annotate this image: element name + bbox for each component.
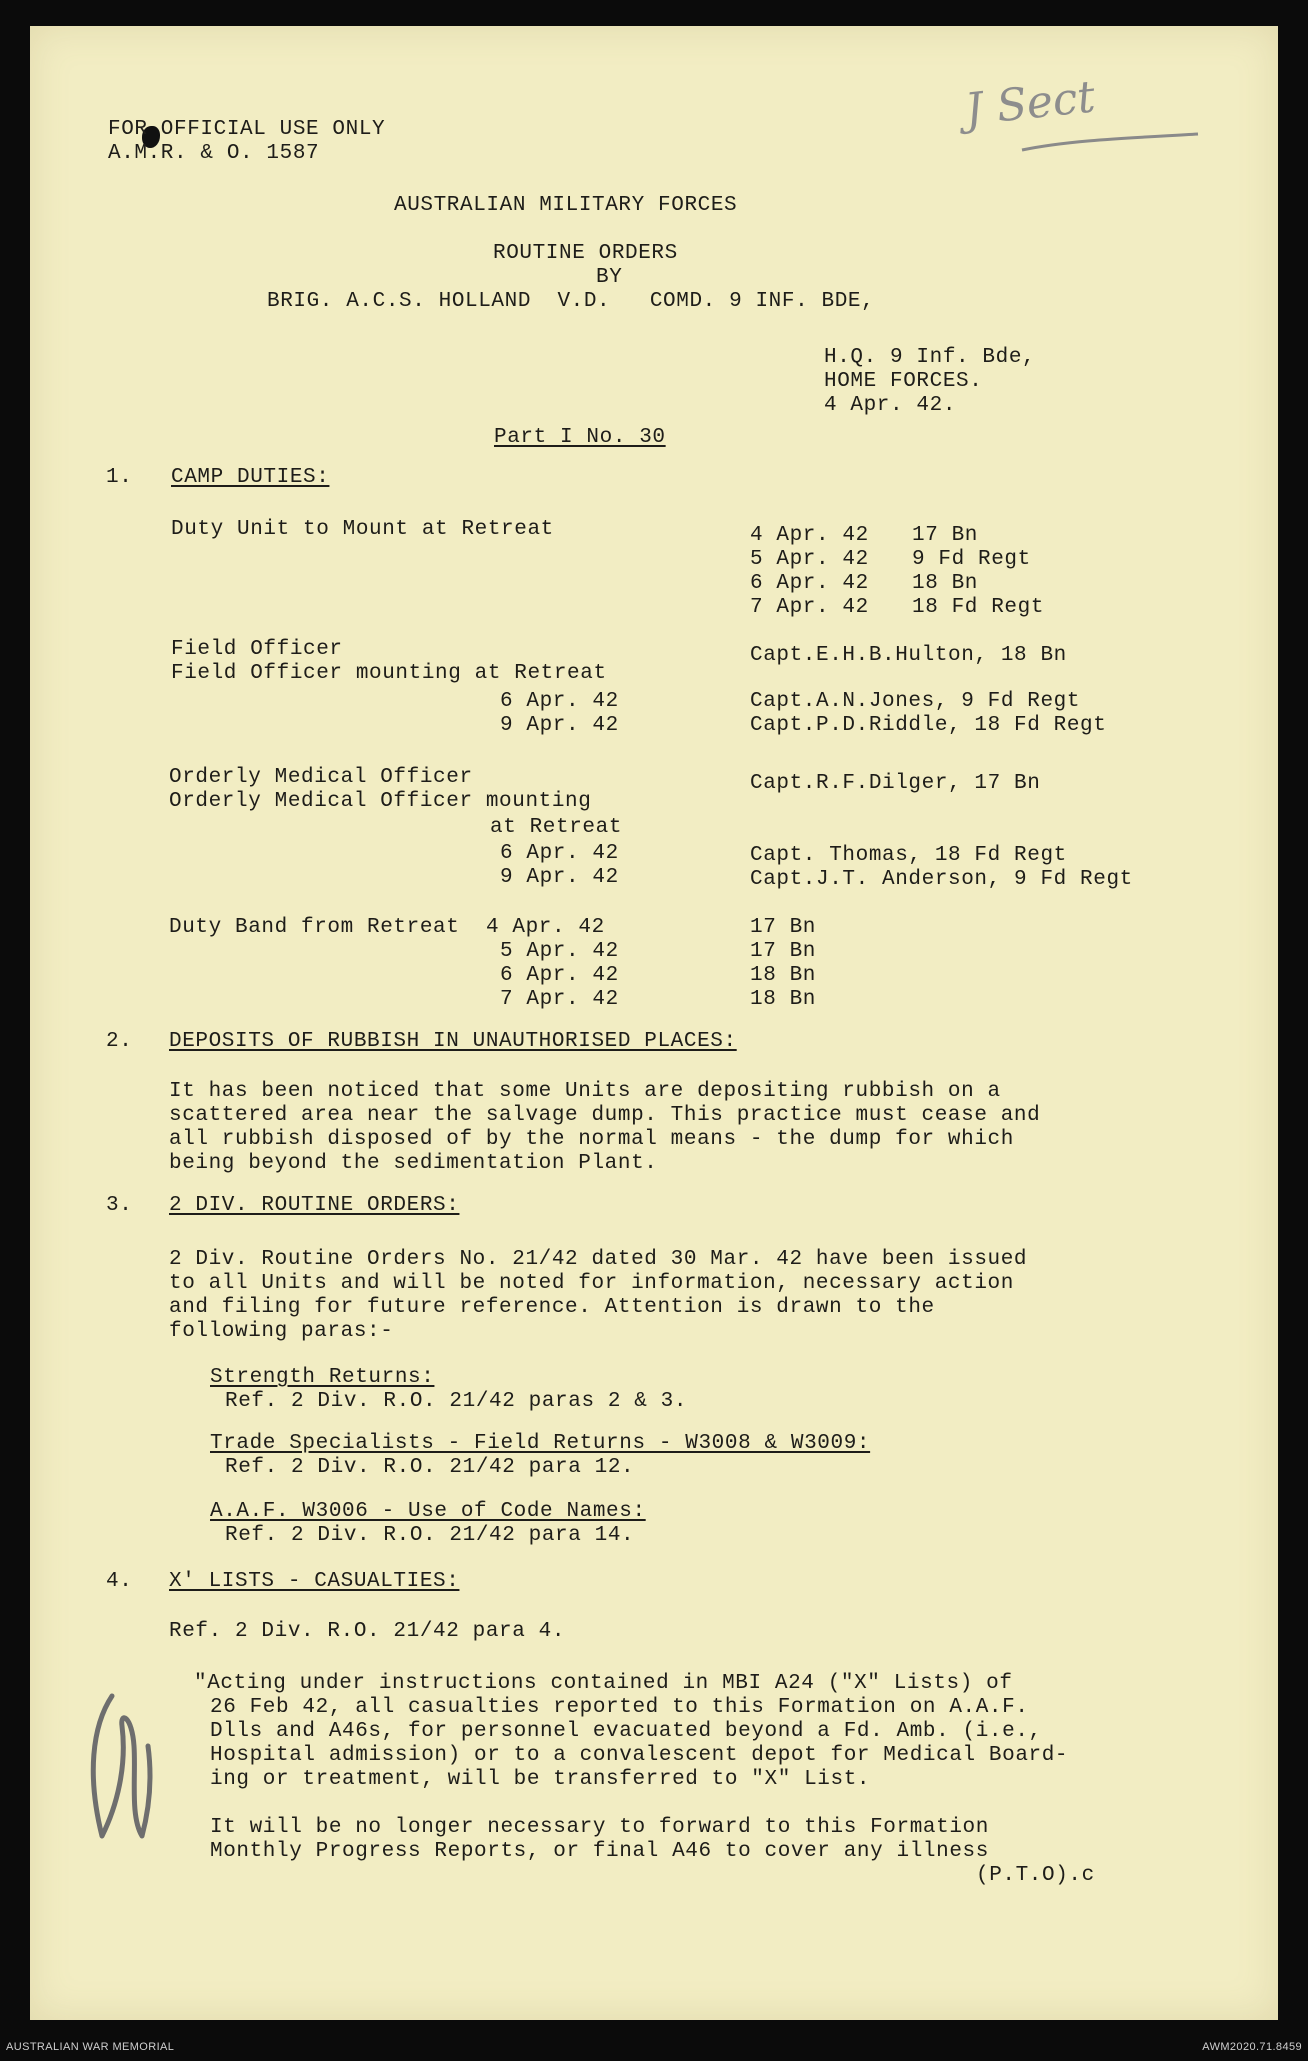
section-3-item-ref: Ref. 2 Div. R.O. 21/42 para 14. <box>225 1524 635 1547</box>
reference-number: A.M.R. & O. 1587 <box>108 142 320 165</box>
section-3-item-title: A.A.F. W3006 - Use of Code Names: <box>210 1500 646 1523</box>
handwritten-signature <box>72 1686 172 1856</box>
handwritten-note: J Sect <box>962 71 1098 136</box>
orderly-medical-date: 9 Apr. 42 <box>500 866 619 889</box>
field-officer-date: 6 Apr. 42 <box>500 690 619 713</box>
archive-credit: AUSTRALIAN WAR MEMORIAL <box>6 2041 175 2053</box>
section-2-line: all rubbish disposed of by the normal means - the dump for which <box>169 1128 1014 1151</box>
field-officer-value: Capt.E.H.B.Hulton, 18 Bn <box>750 644 1067 667</box>
document-page <box>30 26 1278 2020</box>
duty-unit-date: 6 Apr. 42 <box>750 572 869 595</box>
section-2-number: 2. <box>106 1030 133 1053</box>
duty-band-label: Duty Band from Retreat <box>169 916 460 939</box>
archive-id: AWM2020.71.8459 <box>1202 2041 1302 2053</box>
field-officer-name: Capt.A.N.Jones, 9 Fd Regt <box>750 690 1081 713</box>
duty-unit-date: 4 Apr. 42 <box>750 524 869 547</box>
section-1-heading: CAMP DUTIES: <box>171 466 330 489</box>
section-3-heading: 2 DIV. ROUTINE ORDERS: <box>169 1194 460 1217</box>
duty-unit-unit: 17 Bn <box>912 524 979 547</box>
duty-band-date: 7 Apr. 42 <box>500 988 619 1011</box>
section-3-item-title: Strength Returns: <box>210 1366 435 1389</box>
field-officer-date: 9 Apr. 42 <box>500 714 619 737</box>
section-2-line: scattered area near the salvage dump. This practice must cease and <box>169 1104 1041 1127</box>
field-officer-name: Capt.P.D.Riddle, 18 Fd Regt <box>750 714 1107 737</box>
address-home-forces: HOME FORCES. <box>824 370 983 393</box>
title-commander: BRIG. A.C.S. HOLLAND V.D. COMD. 9 INF. BDE, <box>267 290 875 313</box>
section-3-line: 2 Div. Routine Orders No. 21/42 dated 30 Mar. 42 have been issued <box>169 1248 1028 1271</box>
title-by: BY <box>596 266 623 289</box>
section-2-heading: DEPOSITS OF RUBBISH IN UNAUTHORISED PLACES: <box>169 1030 737 1053</box>
duty-band-unit: 17 Bn <box>750 940 817 963</box>
section-4-quote-line: "Acting under instructions contained in MBI A24 ("X" Lists) of <box>194 1672 1013 1695</box>
section-3-item-ref: Ref. 2 Div. R.O. 21/42 para 12. <box>225 1456 635 1479</box>
orderly-medical-mounting-label: Orderly Medical Officer mounting <box>169 790 592 813</box>
section-3-number: 3. <box>106 1194 133 1217</box>
handwritten-underline <box>1020 132 1200 154</box>
field-officer-label: Field Officer <box>171 638 343 661</box>
section-4-quote-line: 26 Feb 42, all casualties reported to this Formation on A.A.F. <box>210 1696 1029 1719</box>
section-4-number: 4. <box>106 1570 133 1593</box>
orderly-medical-value: Capt.R.F.Dilger, 17 Bn <box>750 772 1041 795</box>
section-4-follow-line: It will be no longer necessary to forward to this Formation <box>210 1816 989 1839</box>
duty-unit-date: 5 Apr. 42 <box>750 548 869 571</box>
title-routine-orders: ROUTINE ORDERS <box>493 242 678 265</box>
field-officer-mounting-label: Field Officer mounting at Retreat <box>171 662 607 685</box>
part-heading: Part I No. 30 <box>494 426 666 449</box>
duty-unit-label: Duty Unit to Mount at Retreat <box>171 518 554 541</box>
pto-marker: (P.T.O).c <box>976 1864 1095 1887</box>
section-4-heading: X' LISTS - CASUALTIES: <box>169 1570 460 1593</box>
section-3-line: and filing for future reference. Attention is drawn to the <box>169 1296 935 1319</box>
address-date: 4 Apr. 42. <box>824 394 957 417</box>
orderly-medical-mounting-label-2: at Retreat <box>490 816 623 839</box>
duty-unit-date: 7 Apr. 42 <box>750 596 869 619</box>
section-3-item-ref: Ref. 2 Div. R.O. 21/42 paras 2 & 3. <box>225 1390 688 1413</box>
duty-band-unit: 18 Bn <box>750 964 817 987</box>
orderly-medical-label: Orderly Medical Officer <box>169 766 473 789</box>
duty-band-unit: 18 Bn <box>750 988 817 1011</box>
address-hq: H.Q. 9 Inf. Bde, <box>824 346 1036 369</box>
duty-band-date: 6 Apr. 42 <box>500 964 619 987</box>
section-2-line: It has been noticed that some Units are depositing rubbish on a <box>169 1080 1001 1103</box>
duty-unit-unit: 18 Fd Regt <box>912 596 1045 619</box>
section-3-item-title: Trade Specialists - Field Returns - W3008 & W3009: <box>210 1432 871 1455</box>
section-2-line: being beyond the sedimentation Plant. <box>169 1152 658 1175</box>
duty-band-date: 4 Apr. 42 <box>486 916 605 939</box>
orderly-medical-name: Capt. Thomas, 18 Fd Regt <box>750 844 1067 867</box>
section-4-ref: Ref. 2 Div. R.O. 21/42 para 4. <box>169 1620 566 1643</box>
duty-band-date: 5 Apr. 42 <box>500 940 619 963</box>
duty-unit-unit: 18 Bn <box>912 572 979 595</box>
section-3-line: to all Units and will be noted for information, necessary action <box>169 1272 1014 1295</box>
classification-label: FOR OFFICIAL USE ONLY <box>108 118 386 141</box>
section-4-quote-line: ing or treatment, will be transferred to "X" List. <box>210 1768 871 1791</box>
section-4-follow-line: Monthly Progress Reports, or final A46 to cover any illness <box>210 1840 989 1863</box>
duty-band-unit: 17 Bn <box>750 916 817 939</box>
orderly-medical-name: Capt.J.T. Anderson, 9 Fd Regt <box>750 868 1133 891</box>
section-4-quote-line: Dlls and A46s, for personnel evacuated beyond a Fd. Amb. (i.e., <box>210 1720 1042 1743</box>
orderly-medical-date: 6 Apr. 42 <box>500 842 619 865</box>
section-1-number: 1. <box>106 466 133 489</box>
section-4-quote-line: Hospital admission) or to a convalescent depot for Medical Board- <box>210 1744 1069 1767</box>
section-3-line: following paras:- <box>169 1320 394 1343</box>
duty-unit-unit: 9 Fd Regt <box>912 548 1031 571</box>
title-forces: AUSTRALIAN MILITARY FORCES <box>394 194 738 217</box>
